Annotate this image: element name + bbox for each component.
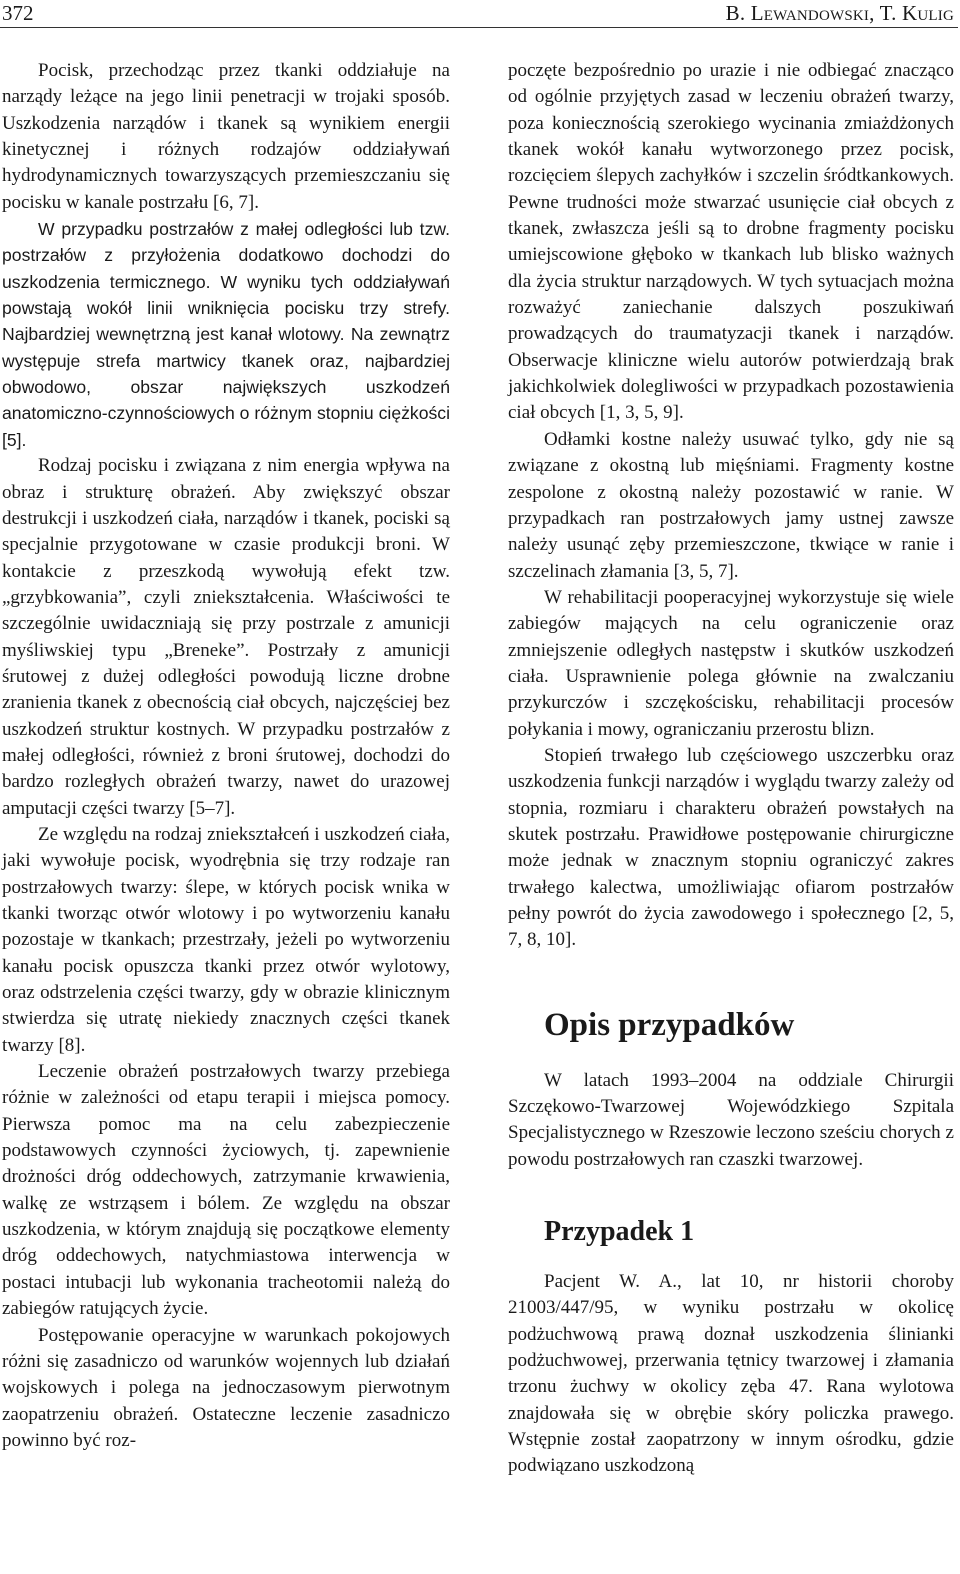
right-column (508, 58, 954, 1480)
paragraph: Postępowanie operacyjne w warunkach pokojowych różni się zasadniczo od warunków wojennych lub działań wojskowych i polega na jednoczasowym pierwotnym zaopatrzeniu obrażeń. Ostateczne leczenie zasadniczo powinno być roz- (2, 1324, 450, 1451)
paragraph: poczęte bezpośrednio po urazie i nie odbiegać znacząco od ogólnie przyjętych zasad w leczeniu obrażeń twarzy, poza koniecznością szerokiego wycinania zmiażdżonych tkanek wokół kanału wytworzonego przez pocisk, rozcięciem ślepych zachyłków i szczelin śródtkankowych. Pewne trudności może stwarzać usunięcie ciał obcych z tkanek, zwłaszcza jeśli są to drobne fragmenty pocisku umiejscowione głęboko w tkankach lub blisko ważnych dla życia struktur narządowych. W tych sytuacjach można rozważyć zaniechanie dalszych poszukiwań prowadzących do traumatyzacji tkanek i narządów. Obserwacje kliniczne wielu autorów potwierdzają brak jakichkolwiek dolegliwości w przypadkach pozostawienia ciał obcych [1, 3, 5, 9]. (508, 60, 954, 424)
paragraph: Rodzaj pocisku i związana z nim energia wpływa na obraz i strukturę obrażeń. Aby zwiększyć obszar destrukcji i uszkodzeń ciała, narządów i tkanek, pociski są specjalnie przygotowane w czasie produkcji broni. W kontakcie z przeszkodą wywołują efekt tzw. „grzybkowania”, czyli zniekształcenia. Właściwości te szczególnie uwidaczniają się przy postrzale z amunicji myśliwskiej typu „Breneke”. Postrzały z amunicji śrutowej z dużej odległości powodują liczne drobne zranienia tkanek z obecnością ciał obcych, najczęściej bez uszkodzeń struktur kostnych. W przypadku postrzałów z małej odległości, również z broni śrutowej, dochodzi do bardzo rozległych obrażeń twarzy, nawet do urazowej amputacji części twarzy [5–7]. (2, 455, 450, 819)
paragraph: Odłamki kostne należy usuwać tylko, gdy nie są związane z okostną lub mięśniami. Fragmenty kostne zespolone z okostną należy pozostawić w ranie. W przypadkach ran postrzałowych jamy ustnej zawsze należy usunąć zęby przemieszczone, tkwiące w ranie i szczelinach złamania [3, 5, 7]. (508, 428, 954, 582)
page-number: 372 (2, 1, 34, 25)
paragraph: W latach 1993–2004 na oddziale Chirurgii Szczękowo-Twarzowej Wojewódzkiego Szpitala Specjalistycznego w Rzeszowie leczono sześciu chorych z powodu postrzałowych ran czaszki twarzowej. (508, 1069, 954, 1170)
header-rule (0, 27, 958, 28)
left-column (2, 58, 450, 1454)
paragraph: Pocisk, przechodząc przez tkanki oddziałuje na narządy leżące na jego linii penetracji w trojaki sposób. Uszkodzenia narządów i tkanek są wynikiem energii kinetycznej i różnych rodzajów oddziaływań hydrodynamicznych towarzyszących przemieszczaniu się pocisku w kanale postrzału [6, 7]. (2, 60, 450, 213)
paragraph: Leczenie obrażeń postrzałowych twarzy przebiega różnie w zależności od etapu terapii i miejsca pomocy. Pierwsza pomoc ma na celu zabezpieczenie podstawowych czynności życiowych, tj. zapewnienie drożności dróg oddechowych, zatrzymanie krwawienia, walkę ze wstrząsem i bólem. Ze względu na obszar uszkodzenia, w którym znajdują się początkowe elementy dróg oddechowych, natychmiastowa interwencja w postaci intubacji lub wykonania tracheotomii należą do zabiegów ratujących życie. (2, 1061, 450, 1320)
paragraph: W przypadku postrzałów z małej odległości lub tzw. postrzałów z przyłożenia dodatkowo dochodzi do uszkodzenia termicznego. W wyniku tych oddziaływań powstają wokół linii wniknięcia pocisku trzy strefy. Najbardziej wewnętrzną jest kanał wlotowy. Na zewnątrz występuje strefa martwicy tkanek oraz, najbardziej obwodowo, obszar największych uszkodzeń anatomiczno-czynnościowych o różnym stopniu ciężkości [5]. (2, 219, 450, 450)
paragraph: Ze względu na rodzaj zniekształceń i uszkodzeń ciała, jaki wywołuje pocisk, wyodrębnia się trzy rodzaje ran postrzałowych twarzy: ślepe, w których pocisk wnika w tkanki tworząc otwór wlotowy i po wytworzeniu kanału pozostaje w tkankach; przestrzały, jeżeli po wytworzeniu kanału pocisk opuszcza tkanki przez otwór wylotowy, oraz odstrzelenia części twarzy, gdy w obrazie klinicznym stwierdza się utratę niekiedy znacznych części tkanek twarzy [8]. (2, 823, 450, 1056)
paragraph: W rehabilitacji pooperacyjnej wykorzystuje się wiele zabiegów mających na celu ograniczenie oraz zmniejszenie odległych następstw i skutków uszkodzeń ciała. Usprawnienie polega głównie na zwalczaniu przykurczów i szczękościsku, rehabilitacji procesów połykania i mowy, ograniczaniu przerostu blizn. (508, 586, 954, 740)
paragraph: Stopień trwałego lub częściowego uszczerbku oraz uszkodzenia funkcji narządów i wyglądu twarzy zależy od stopnia, rozmiaru i charakteru obrażeń powstałych na skutek postrzału. Prawidłowe postępowanie chirurgiczne może jednak w znacznym stopniu ograniczyć zakres trwałego kalectwa, umożliwiając ofiarom postrzałów pełny powrót do życia zawodowego i społecznego [2, 5, 7, 8, 10]. (508, 744, 954, 951)
section-heading: Opis przypadków (544, 1006, 795, 1043)
paragraph: Pacjent W. A., lat 10, nr historii choroby 21003/447/95, w wyniku postrzału w okolicę podżuchwową prawą doznał uszkodzenia ślinianki podżuchwowej, przerwania tętnicy twarzowej i złamania trzonu żuchwy w okolicy zęba 47. Rana wylotowa znajdowała się w obrębie skóry policzka prawego. Wstępnie został zaopatrzony w innym ośrodku, gdzie podwiązano uszkodzoną (508, 1271, 954, 1477)
page-header (0, 0, 960, 30)
running-head-authors: B. Lewandowski, T. Kulig (725, 1, 954, 25)
subsection-heading: Przypadek 1 (544, 1216, 695, 1248)
